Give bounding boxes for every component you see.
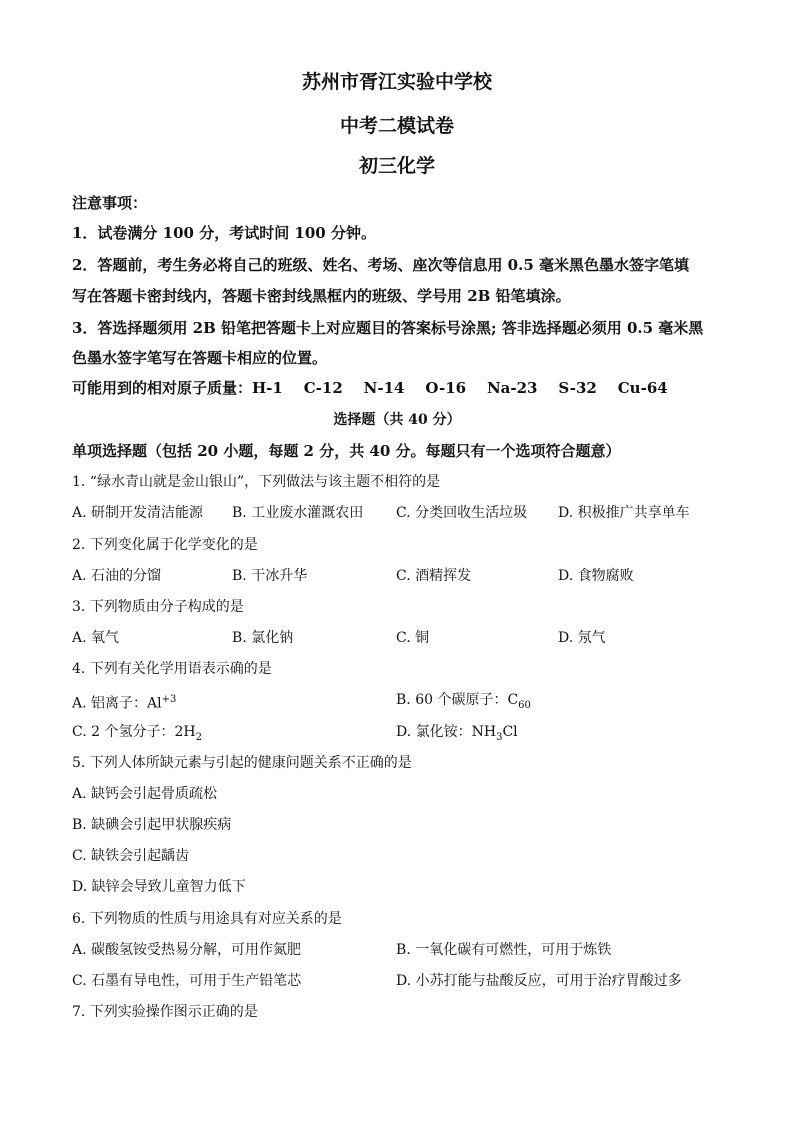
q5-option-a: A. 缺钙会引起骨质疏松	[72, 786, 218, 802]
exam-title: 中考二模试卷	[339, 115, 454, 137]
q6-option-c: C. 石墨有导电性，可用于生产铅笔芯	[72, 973, 302, 989]
notice-item-3-line-2: 色墨水签字笔写在答题卡相应的位置。	[72, 349, 328, 367]
subject-title: 初三化学	[358, 155, 435, 177]
q1-option-c: C. 分类回收生活垃圾	[396, 505, 528, 521]
q4-option-d	[396, 722, 518, 748]
notice-item-1: 1．试卷满分 100 分，考试时间 100 分钟。	[72, 224, 376, 242]
q2-option-a: A. 石油的分馏	[72, 568, 162, 584]
q2-option-c: C. 酒精挥发	[396, 568, 472, 584]
q4-option-d-text: D. 氯化铵：NH	[396, 724, 497, 740]
q3-option-b: B. 氯化钠	[232, 630, 294, 646]
q2-option-d: D. 食物腐败	[558, 568, 634, 584]
q5-option-b: B. 缺碘会引起甲状腺疾病	[72, 817, 232, 833]
q4-option-c-text: C. 2 个氢分子：2H	[72, 724, 196, 740]
q6-option-d: D. 小苏打能与盐酸反应，可用于治疗胃酸过多	[396, 973, 682, 989]
q1-option-d: D. 积极推广共享单车	[558, 505, 690, 521]
question-4-stem: 4. 下列有关化学用语表示确的是	[72, 661, 272, 677]
question-7-stem: 7. 下列实验操作图示正确的是	[72, 1004, 258, 1020]
q6-option-a: A. 碳酸氢铵受热易分解，可用作氮肥	[72, 942, 302, 958]
question-1-stem: 1. “绿水青山就是金山银山”，下列做法与该主题不相符的是	[72, 474, 441, 490]
q5-option-c: C. 缺铁会引起龋齿	[72, 848, 190, 864]
q1-option-a: A. 研制开发清洁能源	[72, 505, 204, 521]
notice-item-2-line-1: 2．答题前，考生务必将自己的班级、姓名、考场、座次等信息用 0.5 毫米黑色墨水签字笔填	[72, 256, 689, 274]
q4-option-b-sub: 60	[518, 699, 531, 711]
q4-option-b	[396, 690, 531, 716]
q1-option-b: B. 工业废水灌溉农田	[232, 505, 364, 521]
q4-option-b-text: B. 60 个碳原子：C	[396, 692, 519, 708]
question-5-stem: 5. 下列人体所缺元素与引起的健康问题关系不正确的是	[72, 755, 412, 771]
question-6-stem: 6. 下列物质的性质与用途具有对应关系的是	[72, 911, 342, 927]
section-instruction: 单项选择题（包括 20 小题，每题 2 分，共 40 分。每题只有一个选项符合题意）	[72, 442, 621, 460]
section-title: 选择题（共 40 分）	[333, 412, 461, 428]
notice-heading: 注意事项：	[72, 194, 148, 212]
q4-option-a-text: A. 铝离子：Al	[72, 695, 162, 712]
q4-option-c	[72, 722, 202, 748]
q3-option-c: C. 铜	[396, 630, 430, 646]
notice-item-3-line-1: 3．答选择题须用 2B 铅笔把答题卡上对应题目的答案标号涂黑; 答非选择题必须用 0.5 毫米黑	[72, 319, 704, 337]
q3-option-d: D. 氖气	[558, 630, 606, 646]
school-title: 苏州市胥江实验中学校	[301, 71, 492, 93]
q2-option-b: B. 干冰升华	[232, 568, 308, 584]
q4-option-c-sub: 2	[195, 731, 202, 743]
question-3-stem: 3. 下列物质由分子构成的是	[72, 599, 244, 615]
q3-option-a: A. 氧气	[72, 630, 120, 646]
q5-option-d: D. 缺锌会导致儿童智力低下	[72, 879, 246, 895]
q4-option-a	[72, 690, 176, 714]
q4-option-d-sub: 3	[496, 731, 503, 743]
notice-item-2-line-2: 写在答题卡密封线内，答题卡密封线黑框内的班级、学号用 2B 铅笔填涂。	[72, 287, 571, 305]
atomic-masses: 可能用到的相对原子质量：H-1 C-12 N-14 O-16 Na-23 S-32 Cu-64	[72, 379, 668, 397]
q4-option-a-sup: +3	[161, 694, 177, 705]
q4-option-d-tail: Cl	[502, 724, 518, 740]
q6-option-b: B. 一氧化碳有可燃性，可用于炼铁	[396, 942, 612, 958]
question-2-stem: 2. 下列变化属于化学变化的是	[72, 537, 258, 553]
